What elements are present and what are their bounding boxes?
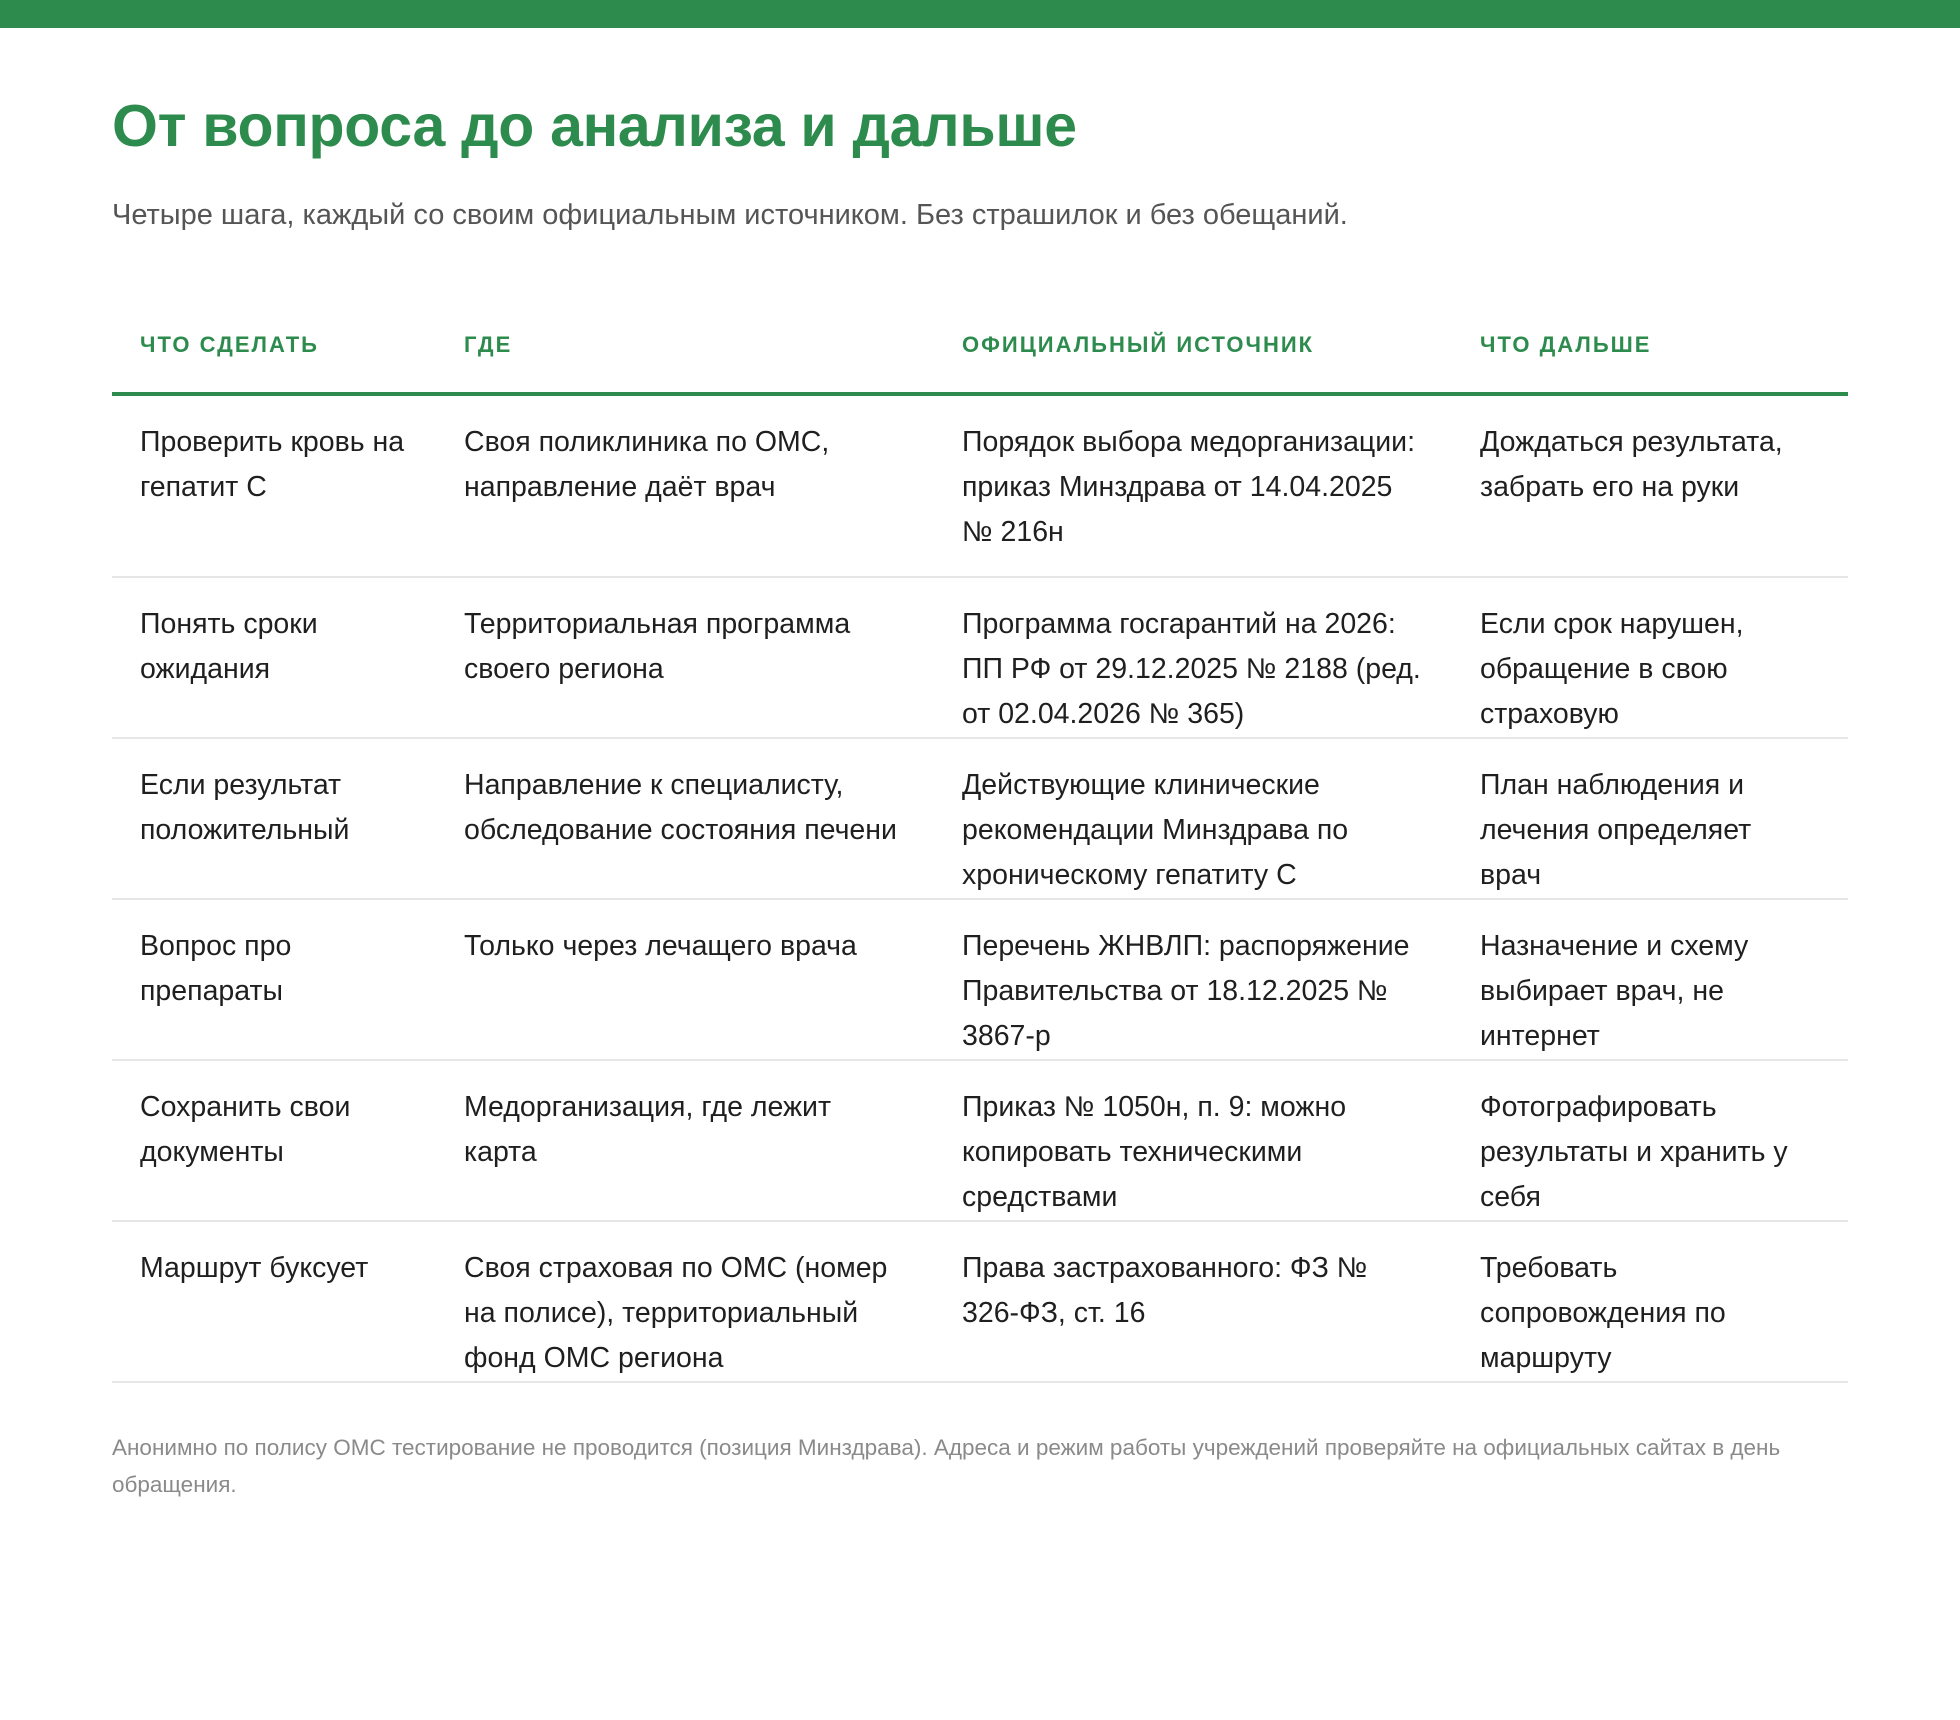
column-header-what-next: ЧТО ДАЛЬШЕ [1452,298,1848,394]
page-title: От вопроса до анализа и дальше [112,93,1077,159]
cell-official-source: Перечень ЖНВЛП: распоряжение Правительства от 18.12.2025 № 3867-р [934,899,1452,1060]
cell-what-next: Фотографировать результаты и хранить у себя [1452,1060,1848,1221]
table-row [112,577,1848,738]
cell-what-next: Назначение и схему выбирает врач, не интернет [1452,899,1848,1060]
table-row [112,899,1848,1060]
cell-where: Своя страховая по ОМС (номер на полисе), территориальный фонд ОМС региона [436,1221,934,1382]
top-accent-bar [0,0,1960,28]
cell-what-to-do: Понять сроки ожидания [112,577,436,738]
table-row [112,1221,1848,1382]
table-row [112,1060,1848,1221]
cell-official-source: Приказ № 1050н, п. 9: можно копировать техническими средствами [934,1060,1452,1221]
cell-what-to-do: Если результат положительный [112,738,436,899]
footnote: Анонимно по полису ОМС тестирование не проводится (позиция Минздрава). Адреса и режим работы учреждений проверяйте на официальных сайтах в день обращения. [112,1435,1781,1497]
table-header-row [112,298,1848,394]
cell-where: Направление к специалисту, обследование состояния печени [436,738,934,899]
column-header-official-source: ОФИЦИАЛЬНЫЙ ИСТОЧНИК [934,298,1452,394]
cell-where: Только через лечащего врача [436,899,934,1060]
steps-table [112,298,1848,1383]
cell-official-source: Программа госгарантий на 2026: ПП РФ от 29.12.2025 № 2188 (ред. от 02.04.2026 № 365) [934,577,1452,738]
page-content [112,90,1848,1503]
column-header-where: ГДЕ [436,298,934,394]
cell-where: Территориальная программа своего региона [436,577,934,738]
column-header-what-to-do: ЧТО СДЕЛАТЬ [112,298,436,394]
cell-official-source: Права застрахованного: ФЗ № 326-ФЗ, ст. 16 [934,1221,1452,1382]
cell-what-to-do: Вопрос про препараты [112,899,436,1060]
cell-where: Своя поликлиника по ОМС, направление даёт врач [436,394,934,577]
cell-what-to-do: Маршрут буксует [112,1221,436,1382]
page-subtitle: Четыре шага, каждый со своим официальным источником. Без страшилок и без обещаний. [112,199,1348,231]
cell-what-to-do: Сохранить свои документы [112,1060,436,1221]
cell-what-next: Дождаться результата, забрать его на руки [1452,394,1848,577]
cell-what-next: Если срок нарушен, обращение в свою страховую [1452,577,1848,738]
cell-official-source: Действующие клинические рекомендации Минздрава по хроническому гепатиту С [934,738,1452,899]
cell-where: Медорганизация, где лежит карта [436,1060,934,1221]
cell-what-to-do: Проверить кровь на гепатит С [112,394,436,577]
cell-what-next: План наблюдения и лечения определяет врач [1452,738,1848,899]
table-row [112,738,1848,899]
table-row [112,394,1848,577]
cell-what-next: Требовать сопровождения по маршруту [1452,1221,1848,1382]
cell-official-source: Порядок выбора медорганизации: приказ Минздрава от 14.04.2025 № 216н [934,394,1452,577]
